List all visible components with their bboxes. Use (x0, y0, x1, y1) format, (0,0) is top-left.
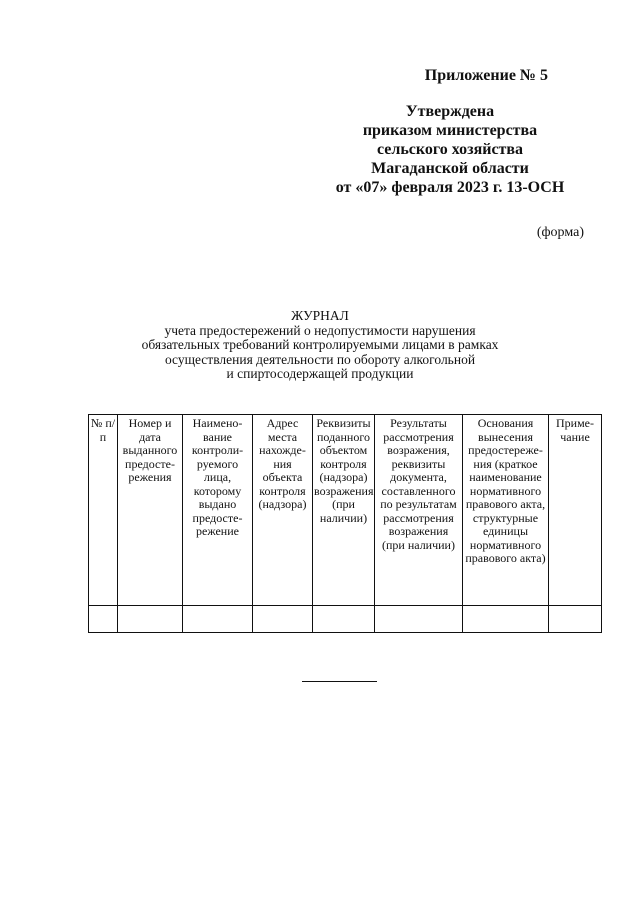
column-header: Результаты рассмотрения возражения, реквизиты документа, составленного по результатам рассмотрения возражения (при наличии) (375, 415, 463, 606)
table-cell (118, 606, 183, 633)
column-header: Реквизиты поданного объектом контроля (надзора) возражения (при наличии) (313, 415, 375, 606)
table-cell (463, 606, 549, 633)
journal-subtitle-line: обязательных требований контролируемыми лицами в рамках (141, 337, 499, 352)
column-header: Наимено-вание контроли-руемого лица, которому выдано предосте-режение (183, 415, 253, 606)
appendix-title: Приложение № 5 (424, 67, 548, 84)
approval-line: Утверждена (405, 103, 495, 120)
column-header: Основания вынесения предостереже-ния (краткое наименование нормативного правового акта, структурные единицы нормативного правового акта) (463, 415, 549, 606)
journal-subtitle-line: и спиртосодержащей продукции (226, 366, 414, 381)
column-header: Адрес места нахожде-ния объекта контроля (надзора) (253, 415, 313, 606)
table-cell (313, 606, 375, 633)
table-cell (375, 606, 463, 633)
appendix-header (300, 66, 600, 197)
journal-table (88, 414, 602, 633)
table-cell (549, 606, 602, 633)
approval-line: от «07» февраля 2023 г. 13-ОСН (335, 179, 565, 196)
table-cell (183, 606, 253, 633)
approval-line: сельского хозяйства (376, 141, 524, 158)
form-label: (форма) (536, 225, 584, 240)
approval-line: приказом министерства (362, 122, 538, 139)
journal-heading (0, 309, 640, 382)
column-header: Номер и дата выданного предосте-режения (118, 415, 183, 606)
journal-subtitle-line: осуществления деятельности по обороту алкогольной (164, 351, 476, 367)
separator-line (302, 681, 377, 682)
table-cell (89, 606, 118, 633)
journal-title: ЖУРНАЛ (291, 308, 349, 323)
column-header: № п/п (89, 415, 118, 606)
approval-line: Магаданской области (371, 160, 529, 177)
table-cell (253, 606, 313, 633)
table-header-row (89, 415, 602, 606)
column-header: Приме-чание (549, 415, 602, 606)
journal-subtitle-line: учета предостережений о недопустимости нарушения (164, 322, 476, 338)
table-row (89, 606, 602, 633)
